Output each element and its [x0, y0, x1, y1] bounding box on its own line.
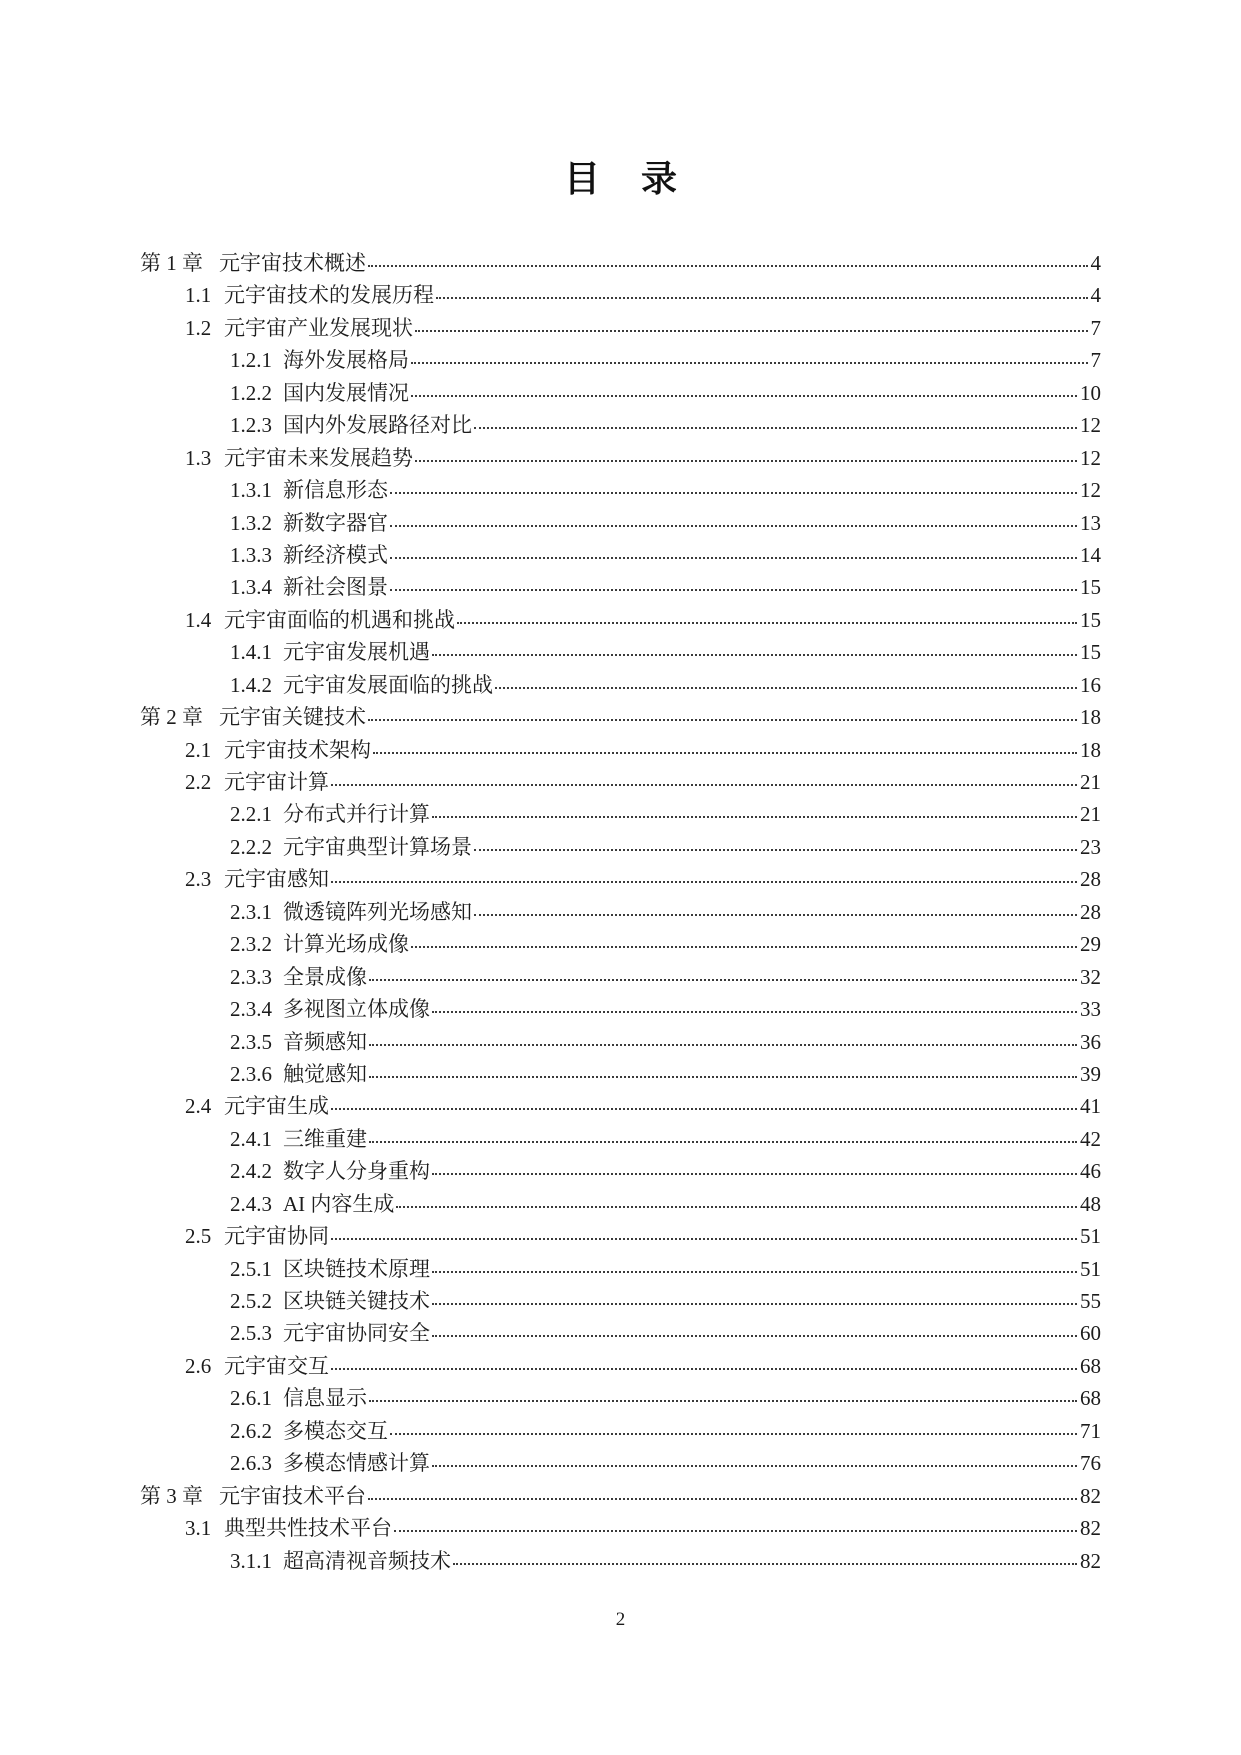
page-number-footer: 2: [615, 1609, 626, 1630]
dot-leader: [369, 1141, 1077, 1143]
entry-title: 全景成像: [283, 964, 367, 989]
entry-number: 1.2.1: [230, 348, 272, 373]
entry-number: 2.2.2: [230, 834, 272, 859]
entry-title: 超高清视音频技术: [283, 1548, 451, 1573]
entry-number: 2.4: [185, 1094, 212, 1119]
dot-leader: [495, 687, 1077, 689]
entry-page-number: 18: [1080, 705, 1101, 730]
dot-leader: [436, 297, 1088, 299]
entry-page-number: 23: [1080, 834, 1101, 859]
toc-subsection-entry: [140, 1253, 1101, 1285]
entry-page-number: 12: [1080, 445, 1101, 470]
entry-title: 区块链关键技术: [283, 1289, 430, 1313]
toc-section-entry: [140, 734, 1101, 766]
entry-number: 2.4.3: [230, 1191, 272, 1216]
toc-subsection-entry: [140, 1155, 1101, 1187]
entry-number: 2.6.3: [230, 1451, 272, 1476]
entry-title: 国内发展情况: [283, 380, 409, 405]
dot-leader: [369, 979, 1077, 981]
entry-number: 第 3 章: [140, 1483, 203, 1508]
toc-subsection-entry: [140, 1285, 1101, 1317]
entry-title: 多模态情感计算: [283, 1451, 430, 1476]
dot-leader: [432, 1271, 1077, 1273]
entry-page-number: 51: [1080, 1224, 1101, 1249]
toc-chapter-entry: [140, 1480, 1101, 1512]
entry-title: 元宇宙感知: [224, 867, 329, 892]
entry-page-number: 60: [1080, 1321, 1101, 1346]
entry-page-number: 28: [1080, 867, 1101, 892]
toc-subsection-entry: [140, 1447, 1101, 1479]
entry-title: 元宇宙产业发展现状: [224, 315, 413, 340]
entry-number: 1.4.1: [230, 640, 272, 665]
entry-page-number: 36: [1080, 1029, 1101, 1054]
entry-number: 2.3.4: [230, 997, 272, 1022]
dot-leader: [474, 427, 1077, 429]
toc-subsection-entry: [140, 507, 1101, 539]
entry-number: 第 1 章: [140, 251, 203, 275]
toc-subsection-entry: [140, 1123, 1101, 1155]
entry-number: 1.3.1: [230, 478, 272, 503]
entry-page-number: 4: [1090, 251, 1101, 275]
entry-title: 多模态交互: [283, 1418, 388, 1443]
toc-subsection-entry: [140, 377, 1101, 409]
toc-subsection-entry: [140, 961, 1101, 993]
toc-chapter-entry: [140, 247, 1101, 279]
entry-page-number: 15: [1080, 575, 1101, 600]
toc-subsection-entry: [140, 1317, 1101, 1349]
entry-page-number: 32: [1080, 964, 1101, 989]
entry-number: 1.3.4: [230, 575, 272, 600]
toc-section-entry: [140, 279, 1101, 311]
dot-leader: [368, 719, 1077, 721]
toc-section-entry: [140, 863, 1101, 895]
entry-page-number: 21: [1080, 802, 1101, 827]
toc-section-entry: [140, 604, 1101, 636]
dot-leader: [415, 460, 1077, 462]
dot-leader: [432, 816, 1077, 818]
entry-page-number: 10: [1080, 380, 1101, 405]
toc-subsection-entry: [140, 1026, 1101, 1058]
entry-number: 1.4.2: [230, 672, 272, 697]
dot-leader: [369, 1076, 1077, 1078]
entry-number: 1.3.3: [230, 542, 272, 567]
toc-subsection-entry: [140, 1545, 1101, 1577]
entry-title: 元宇宙典型计算场景: [283, 834, 472, 859]
entry-title: 区块链技术原理: [283, 1256, 430, 1281]
entry-page-number: 29: [1080, 932, 1101, 957]
entry-number: 1.1: [185, 283, 212, 308]
toc-subsection-entry: [140, 474, 1101, 506]
dot-leader: [394, 1530, 1077, 1532]
entry-title: 元宇宙协同安全: [283, 1321, 430, 1346]
entry-title: 元宇宙技术架构: [224, 737, 371, 762]
toc-section-entry: [140, 442, 1101, 474]
entry-page-number: 39: [1080, 1061, 1101, 1086]
entry-title: 新数字器官: [283, 510, 388, 535]
dot-leader: [373, 752, 1077, 754]
dot-leader: [453, 1563, 1077, 1565]
dot-leader: [331, 1238, 1077, 1240]
toc-chapter-entry: [140, 701, 1101, 733]
entry-number: 2.1: [185, 737, 212, 762]
entry-number: 1.2: [185, 315, 212, 340]
entry-number: 1.3: [185, 445, 212, 470]
dot-leader: [457, 622, 1077, 624]
dot-leader: [331, 881, 1077, 883]
entry-page-number: 28: [1080, 899, 1101, 924]
entry-page-number: 12: [1080, 478, 1101, 503]
toc-subsection-entry: [140, 409, 1101, 441]
toc-subsection-entry: [140, 831, 1101, 863]
entry-number: 3.1.1: [230, 1548, 272, 1573]
entry-number: 2.5.3: [230, 1321, 272, 1346]
entry-title: 元宇宙技术平台: [219, 1483, 366, 1508]
toc-subsection-entry: [140, 798, 1101, 830]
toc-subsection-entry: [140, 1382, 1101, 1414]
entry-title: 音频感知: [283, 1029, 367, 1054]
entry-page-number: 12: [1080, 413, 1101, 438]
entry-number: 2.3.5: [230, 1029, 272, 1054]
entry-title: 元宇宙发展机遇: [283, 640, 430, 665]
page-title: 目 录: [563, 159, 677, 199]
dot-leader: [390, 1433, 1077, 1435]
entry-title: 元宇宙计算: [224, 770, 329, 794]
entry-title: 计算光场成像: [283, 932, 409, 957]
toc-subsection-entry: [140, 928, 1101, 960]
dot-leader: [432, 654, 1077, 656]
entry-title: 海外发展格局: [283, 348, 409, 373]
dot-leader: [411, 946, 1077, 948]
entry-page-number: 46: [1080, 1159, 1101, 1184]
dot-leader: [432, 1303, 1077, 1305]
dot-leader: [368, 265, 1088, 267]
entry-number: 2.2: [185, 770, 212, 794]
entry-number: 2.3.6: [230, 1061, 272, 1086]
entry-page-number: 14: [1080, 542, 1101, 567]
dot-leader: [415, 330, 1088, 332]
entry-title: 元宇宙关键技术: [219, 705, 366, 730]
toc-subsection-entry: [140, 571, 1101, 603]
dot-leader: [432, 1011, 1077, 1013]
entry-page-number: 4: [1090, 283, 1101, 308]
toc-section-entry: [140, 1220, 1101, 1252]
dot-leader: [396, 1206, 1077, 1208]
entry-title: 新经济模式: [283, 542, 388, 567]
entry-page-number: 71: [1080, 1418, 1101, 1443]
entry-number: 2.3.1: [230, 899, 272, 924]
entry-title: 典型共性技术平台: [224, 1516, 392, 1541]
entry-title: 新社会图景: [283, 575, 388, 600]
entry-title: 三维重建: [283, 1126, 367, 1151]
dot-leader: [390, 525, 1077, 527]
entry-title: 元宇宙技术的发展历程: [224, 283, 434, 308]
entry-title: 元宇宙协同: [224, 1224, 329, 1249]
entry-title: AI 内容生成: [283, 1191, 395, 1216]
entry-page-number: 7: [1090, 315, 1101, 340]
entry-page-number: 82: [1080, 1548, 1101, 1573]
toc-section-entry: [140, 1090, 1101, 1122]
entry-title: 元宇宙面临的机遇和挑战: [224, 607, 455, 632]
entry-number: 2.4.1: [230, 1126, 272, 1151]
entry-number: 2.2.1: [230, 802, 272, 827]
entry-page-number: 48: [1080, 1191, 1101, 1216]
entry-page-number: 13: [1080, 510, 1101, 535]
entry-page-number: 21: [1080, 770, 1101, 794]
entry-page-number: 7: [1090, 348, 1101, 373]
entry-number: 2.5.1: [230, 1256, 272, 1281]
dot-leader: [331, 784, 1077, 786]
entry-title: 元宇宙未来发展趋势: [224, 445, 413, 470]
dot-leader: [411, 395, 1077, 397]
entry-number: 1.2.2: [230, 380, 272, 405]
entry-number: 1.2.3: [230, 413, 272, 438]
entry-title: 触觉感知: [283, 1061, 367, 1086]
entry-page-number: 82: [1080, 1516, 1101, 1541]
entry-number: 2.4.2: [230, 1159, 272, 1184]
toc-subsection-entry: [140, 896, 1101, 928]
entry-title: 新信息形态: [283, 478, 388, 503]
toc-subsection-entry: [140, 344, 1101, 376]
dot-leader: [474, 849, 1077, 851]
entry-number: 3.1: [185, 1516, 212, 1541]
entry-title: 数字人分身重构: [283, 1159, 430, 1184]
entry-title: 元宇宙技术概述: [219, 251, 366, 275]
entry-number: 2.5: [185, 1224, 212, 1249]
toc-section-entry: [140, 766, 1101, 798]
entry-page-number: 15: [1080, 607, 1101, 632]
entry-page-number: 42: [1080, 1126, 1101, 1151]
dot-leader: [368, 1498, 1077, 1500]
toc-subsection-entry: [140, 993, 1101, 1025]
entry-page-number: 18: [1080, 737, 1101, 762]
entry-page-number: 33: [1080, 997, 1101, 1022]
entry-number: 2.5.2: [230, 1289, 272, 1313]
toc-subsection-entry: [140, 669, 1101, 701]
table-of-contents: [140, 247, 1101, 1577]
entry-title: 信息显示: [283, 1386, 367, 1411]
dot-leader: [411, 362, 1088, 364]
entry-number: 2.3.3: [230, 964, 272, 989]
entry-number: 2.6: [185, 1353, 212, 1378]
dot-leader: [331, 1368, 1077, 1370]
toc-section-entry: [140, 1512, 1101, 1544]
entry-title: 元宇宙生成: [224, 1094, 329, 1119]
entry-page-number: 41: [1080, 1094, 1101, 1119]
entry-number: 第 2 章: [140, 705, 203, 730]
entry-number: 2.3.2: [230, 932, 272, 957]
entry-title: 分布式并行计算: [283, 802, 430, 827]
toc-subsection-entry: [140, 1058, 1101, 1090]
dot-leader: [369, 1400, 1077, 1402]
dot-leader: [432, 1173, 1077, 1175]
entry-number: 2.6.1: [230, 1386, 272, 1411]
entry-number: 2.6.2: [230, 1418, 272, 1443]
dot-leader: [432, 1465, 1077, 1467]
entry-page-number: 16: [1080, 672, 1101, 697]
toc-subsection-entry: [140, 1415, 1101, 1447]
entry-title: 元宇宙交互: [224, 1353, 329, 1378]
toc-section-entry: [140, 1350, 1101, 1382]
entry-page-number: 82: [1080, 1483, 1101, 1508]
entry-page-number: 15: [1080, 640, 1101, 665]
toc-subsection-entry: [140, 539, 1101, 571]
dot-leader: [369, 1044, 1077, 1046]
toc-subsection-entry: [140, 1188, 1101, 1220]
entry-number: 1.3.2: [230, 510, 272, 535]
dot-leader: [331, 1108, 1077, 1110]
entry-page-number: 68: [1080, 1353, 1101, 1378]
dot-leader: [390, 589, 1077, 591]
entry-title: 国内外发展路径对比: [283, 413, 472, 438]
entry-page-number: 68: [1080, 1386, 1101, 1411]
entry-title: 微透镜阵列光场感知: [283, 899, 472, 924]
dot-leader: [390, 492, 1077, 494]
entry-number: 2.3: [185, 867, 212, 892]
dot-leader: [474, 914, 1077, 916]
toc-subsection-entry: [140, 636, 1101, 668]
entry-title: 多视图立体成像: [283, 997, 430, 1022]
entry-page-number: 51: [1080, 1256, 1101, 1281]
entry-title: 元宇宙发展面临的挑战: [283, 672, 493, 697]
dot-leader: [432, 1335, 1077, 1337]
toc-section-entry: [140, 312, 1101, 344]
entry-page-number: 76: [1080, 1451, 1101, 1476]
entry-number: 1.4: [185, 607, 212, 632]
entry-page-number: 55: [1080, 1289, 1101, 1313]
dot-leader: [390, 557, 1077, 559]
